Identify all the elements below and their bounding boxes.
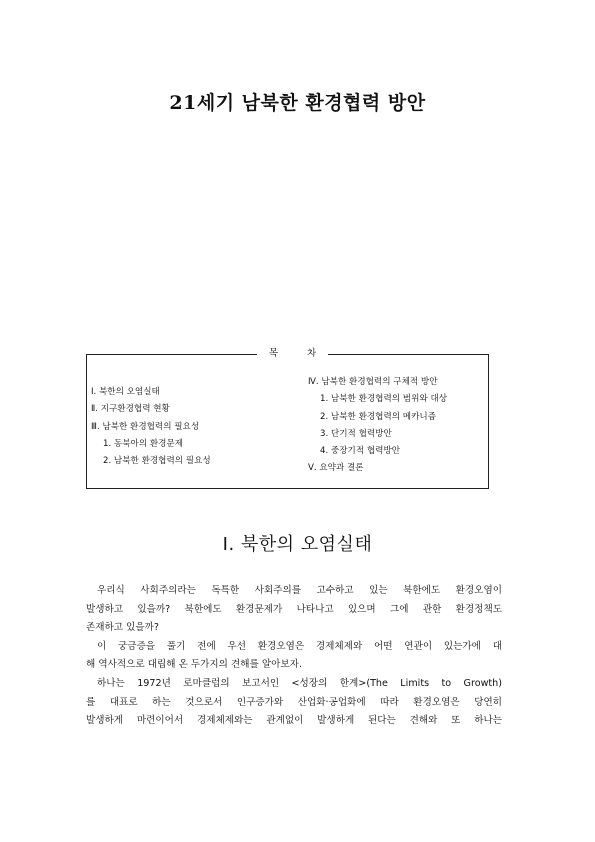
toc-left-column (91, 384, 211, 470)
toc-subitem: 1. 남북한 환경협력의 범위와 대상 (320, 394, 448, 405)
table-of-contents (86, 348, 489, 489)
toc-subitem: 2. 남북한 환경협력의 필요성 (103, 456, 211, 467)
document-title: 21세기 남북한 환경협력 방안 (169, 92, 426, 114)
toc-item: Ⅳ. 남북한 환경협력의 구체적 방안 (308, 377, 438, 387)
body-text (86, 582, 502, 731)
section-heading: Ⅰ. 북한의 오염실태 (222, 534, 373, 555)
toc-subitem: 4. 중장기적 협력방안 (320, 446, 401, 457)
body-line: 이 궁금증을 풀기 전에 우선 환경오염은 경제체제와 어떤 연관이 있는가에 대 (97, 640, 502, 652)
toc-subitem: 1. 동북아의 환경문제 (103, 438, 184, 449)
body-line: 존재하고 있을까? (86, 622, 160, 634)
toc-item: Ⅱ. 지구환경협력 현황 (91, 404, 170, 415)
body-line: 를 대표로 하는 것으로서 인구증가와 산업화·공업화에 따라 환경오염은 당연히 (86, 696, 502, 708)
body-line: 하나는 1972년 로마클럽의 보고서인 <성장의 한계>(The Limits to Growth) (97, 677, 502, 689)
body-line: 발생하고 있을까? 북한에도 환경문제가 나타나고 있으며 그에 관한 환경정책도 (86, 603, 502, 615)
toc-right-column (308, 374, 447, 478)
toc-heading: 목 차 (257, 347, 328, 361)
body-line: 발생하게 마련이어서 경제체제와는 관계없이 발생하게 된다는 견해와 또 하나는 (86, 715, 502, 727)
toc-item: Ⅰ. 북한의 오염실태 (91, 387, 160, 397)
body-line: 해 역사적으로 대립해 온 두가지의 견해를 알아보자. (86, 659, 302, 671)
body-line: 우리식 사회주의라는 독특한 사회주의를 고수하고 있는 북한에도 환경오염이 (97, 585, 502, 596)
toc-item: Ⅲ. 남북한 환경협력의 필요성 (91, 421, 200, 432)
toc-item: Ⅴ. 요약과 결론 (308, 463, 364, 474)
toc-subitem: 3. 단기적 협력방안 (320, 428, 392, 439)
toc-subitem: 2. 남북한 환경협력의 메카니즘 (320, 411, 437, 422)
